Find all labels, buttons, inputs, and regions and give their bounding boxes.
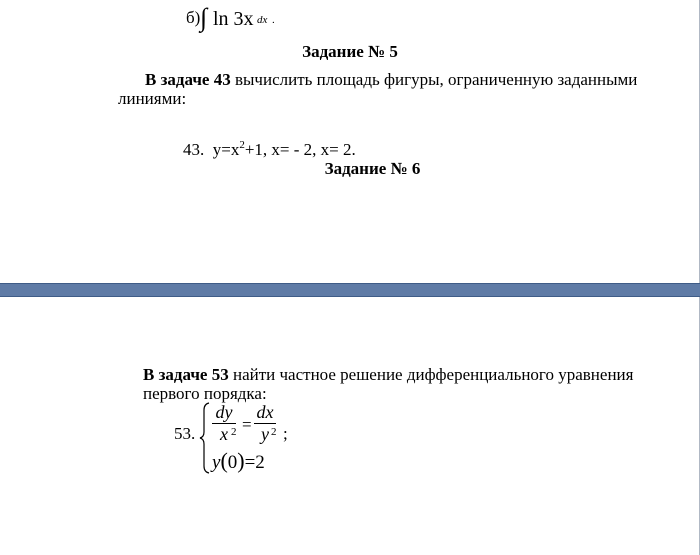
task53-intro [143, 365, 633, 385]
eq1-end: ; [283, 424, 288, 443]
task53-intro-line2: первого порядка: [143, 384, 267, 403]
integrand: ln 3x [213, 8, 254, 30]
eq1-lhs-den: x [220, 424, 228, 444]
task5-problem-number: 43. [183, 140, 205, 159]
eq1-rhs-sup: 2 [271, 426, 277, 438]
document-page-2 [0, 297, 700, 555]
integral-sign: ∫ [200, 3, 208, 32]
eq1-lhs-sup: 2 [231, 426, 237, 438]
task53-intro-text: найти частное решение дифференциального уравнения [228, 365, 634, 384]
task53-intro-bold: В задаче 53 [143, 365, 229, 384]
item-b-label: б) [186, 8, 201, 27]
task5-heading: Задание № 5 [302, 42, 398, 61]
eq1-rhs-den: y [261, 424, 269, 444]
eq2-arg: 0 [227, 452, 238, 473]
eq2 [212, 448, 265, 473]
system-brace [198, 402, 212, 474]
task5-problem-sup: 2 [239, 139, 245, 151]
eq1-lhs-num: dy [215, 402, 233, 422]
task5-intro-line2: линиями: [118, 89, 187, 108]
task5-intro-bold: В задаче 43 [145, 70, 231, 89]
eq1-rhs-num: dx [256, 402, 274, 422]
eq2-paren-open: ( [220, 448, 228, 473]
differential: dx [257, 14, 268, 26]
eq2-paren-close: ) [237, 448, 245, 473]
eq2-text-a: y [212, 452, 221, 473]
task5-intro-text: вычислить площадь фигуры, ограниченную заданными [230, 70, 638, 89]
eq2-text-b: =2 [244, 452, 265, 473]
eq1-equals: = [242, 415, 252, 434]
page-separator [0, 283, 700, 297]
task5-problem-text-b: +1, x= - 2, x= 2. [244, 140, 356, 159]
item-b-end: . [272, 14, 275, 26]
task5-problem-text-a: y=x [212, 140, 240, 159]
task53-problem-number: 53. [174, 424, 196, 443]
task5-intro [145, 70, 637, 90]
task6-heading: Задание № 6 [324, 159, 421, 178]
